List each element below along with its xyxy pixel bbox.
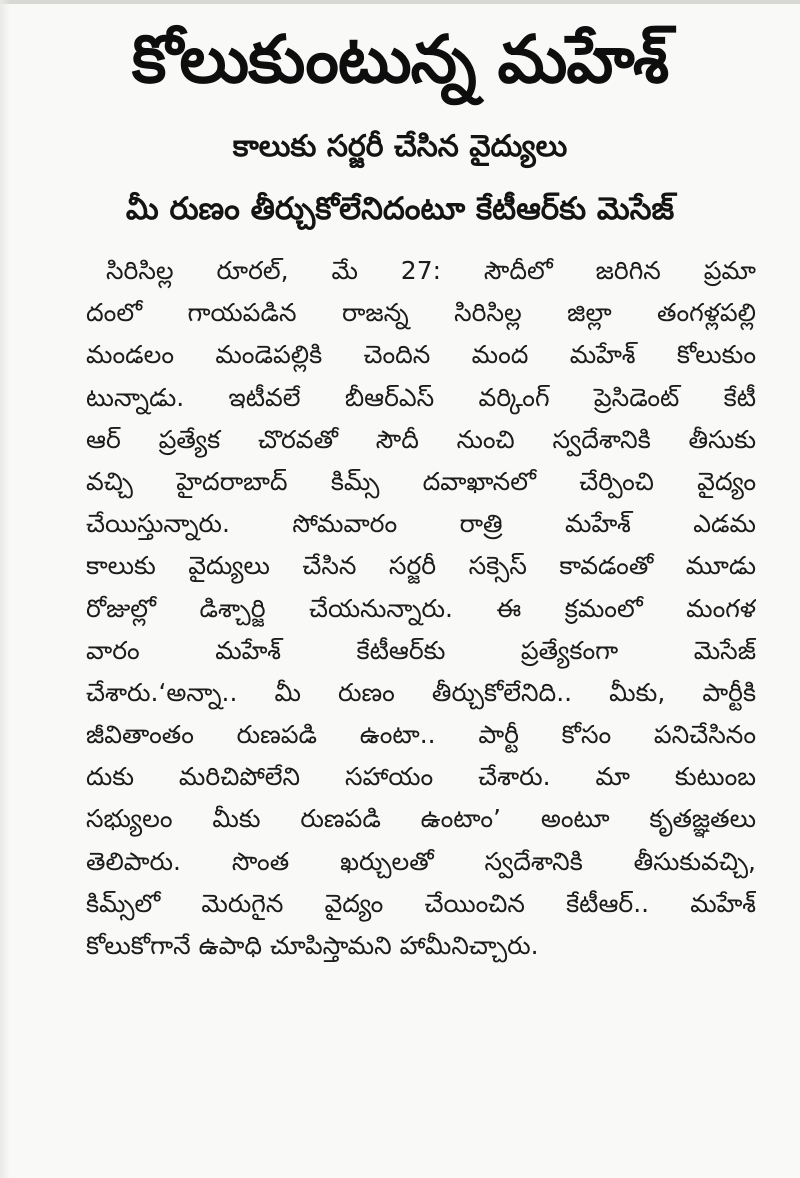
body-line: కిమ్స్‌లో మెరుగైన వైద్యం చేయించిన కేటీఆర్‌.. మహేశ్‌ bbox=[86, 888, 756, 918]
body-line: చేశారు.‘అన్నా.. మీ రుణం తీర్చుకోలేనిది.. మీకు, పార్టీకి bbox=[86, 677, 756, 707]
body-line: తెలిపారు. సొంత ఖర్చులతో స్వదేశానికి తీసుకువచ్చి, bbox=[86, 846, 756, 876]
body-line: ఆర్‌ ప్రత్యేక చొరవతో సౌదీ నుంచి స్వదేశానికి తీసుకు bbox=[86, 424, 756, 454]
body-line: కోలుకోగానే ఉపాధి చూపిస్తామని హామీనిచ్చారు. bbox=[86, 931, 539, 960]
body-line: వారం మహేశ్‌ కేటీఆర్‌కు ప్రత్యేకంగా మెసేజ్‌ bbox=[86, 635, 756, 665]
subheadline-message: మీ రుణం తీర్చుకోలేనిదంటూ కేటీఆర్‌కు మెసేజ్‌ bbox=[125, 191, 675, 227]
article-body bbox=[86, 250, 756, 967]
body-line: సిరిసిల్ల రూరల్‌, మే 27: సౌదీలో జరిగిన ప్రమా bbox=[106, 256, 756, 285]
headline: కోలుకుంటున్న మహేశ్‌ bbox=[131, 21, 669, 98]
body-line: దుకు మరిచిపోలేని సహాయం చేశారు. మా కుటుంబ bbox=[86, 762, 756, 792]
body-line: వచ్చి హైదరాబాద్‌ కిమ్స్‌ దవాఖానలో చేర్పించి వైద్యం bbox=[86, 466, 756, 496]
top-divider bbox=[0, 0, 800, 4]
body-line: దంలో గాయపడిన రాజన్న సిరిసిల్ల జిల్లా తంగళ్లపల్లి bbox=[86, 298, 756, 328]
body-line: కాలుకు వైద్యులు చేసిన సర్జరీ సక్సెస్‌ కావడంతో మూడు bbox=[86, 551, 756, 581]
body-line: చేయిస్తున్నారు. సోమవారం రాత్రి మహేశ్‌ ఎడమ bbox=[86, 509, 756, 539]
body-line: సభ్యులం మీకు రుణపడి ఉంటాం’ అంటూ కృతజ్ఞతలు bbox=[86, 804, 756, 834]
body-line: మండలం మండెపల్లికి చెందిన మంద మహేశ్‌ కోలుకుం bbox=[86, 340, 756, 370]
body-line: టున్నాడు. ఇటీవలే బీఆర్‌ఎస్‌ వర్కింగ్‌ ప్రెసిడెంట్‌ కేటీ bbox=[86, 382, 756, 412]
body-line: జీవితాంతం రుణపడి ఉంటా.. పార్టీ కోసం పనిచేసినం bbox=[86, 720, 756, 750]
subheadline-surgery: కాలుకు సర్జరీ చేసిన వైద్యులు bbox=[232, 129, 568, 164]
scan-edge-shadow bbox=[0, 0, 10, 1178]
body-line: రోజుల్లో డిశ్చార్జి చేయనున్నారు. ఈ క్రమంలో మంగళ bbox=[86, 593, 756, 623]
